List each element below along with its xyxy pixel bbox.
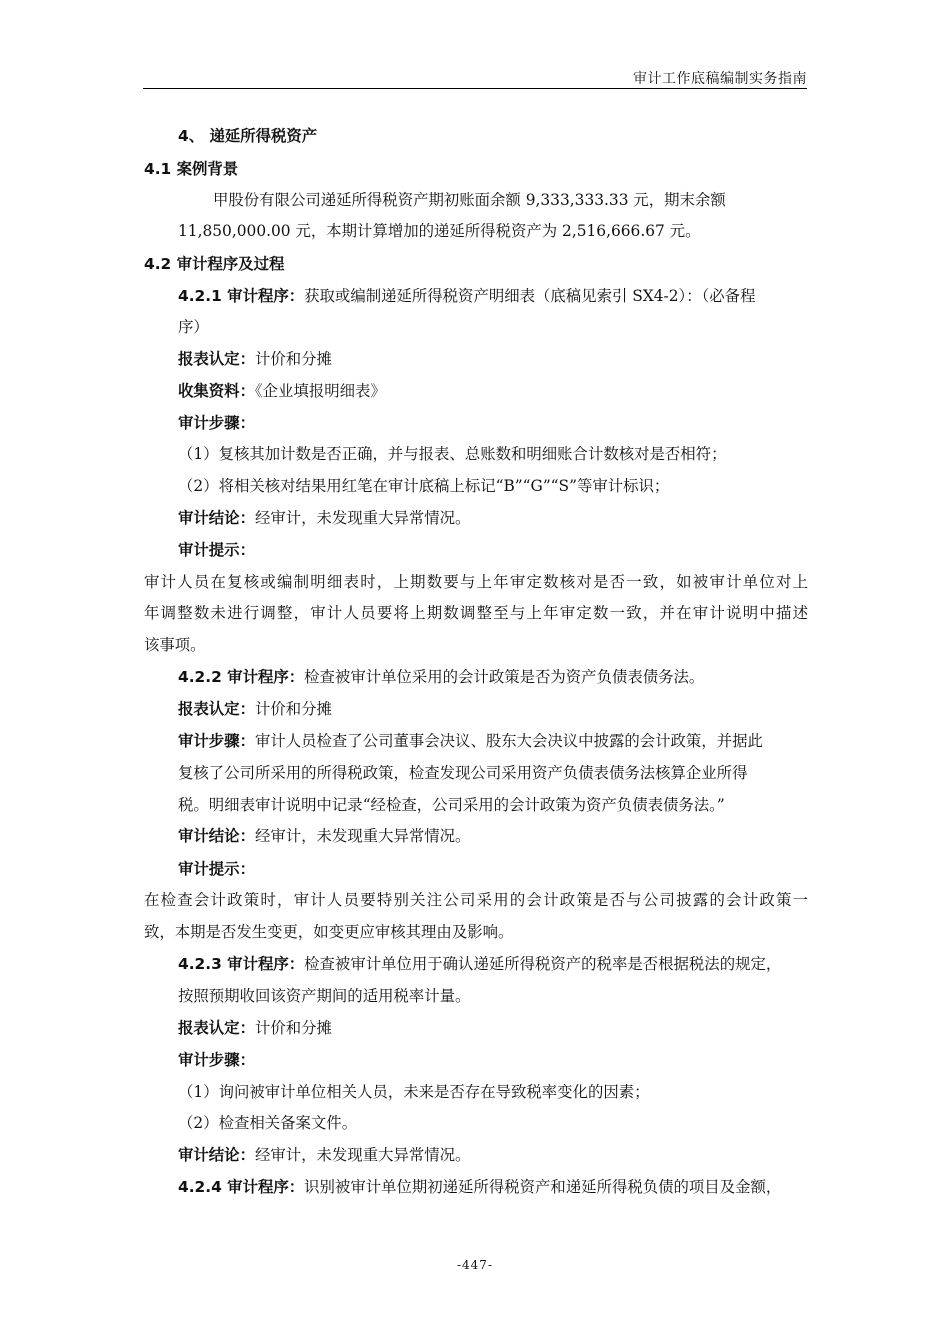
conclusion-4-2-3 [178, 1145, 470, 1165]
assertion-label: 报表认定： [178, 350, 255, 368]
background-line-2: 11,850,000.00 元，本期计算增加的递延所得税资产为 2,516,666.67 元。 [178, 222, 701, 240]
procedure-4-2-3 [178, 954, 781, 974]
procedure-text: 检查被审计单位用于确认递延所得税资产的税率是否根据税法的规定， [304, 955, 782, 973]
step-2-4-2-1: （2）将相关核对结果用红笔在审计底稿上标记“B”“G”“S”等审计标识； [178, 477, 670, 495]
tip-label-4-2-2: 审计提示： [178, 860, 255, 878]
steps-4-2-2-line-1 [178, 731, 763, 751]
steps-text: 审计人员检查了公司董事会决议、股东大会决议中披露的会计政策，并据此 [254, 732, 763, 750]
tip-4-2-2-line-1: 在检查会计政策时，审计人员要特别关注公司采用的会计政策是否与公司披露的会计政策一 [144, 891, 808, 909]
section-title: 4、 递延所得税资产 [178, 127, 318, 145]
tip-label-4-2-1: 审计提示： [178, 541, 255, 559]
assertion-text: 计价和分摊 [254, 1019, 332, 1037]
collected-text: 《企业填报明细表》 [254, 382, 386, 400]
procedure-text: 获取或编制递延所得税资产明细表（底稿见索引 SX4-2）：（必备程 [304, 287, 756, 305]
header-rule [143, 88, 807, 89]
conclusion-4-2-2 [178, 826, 470, 846]
steps-label: 审计步骤： [178, 732, 255, 750]
procedure-label: 4.2.3 审计程序： [178, 955, 305, 973]
procedure-4-2-1-cont: 序） [178, 318, 209, 336]
assertion-4-2-2 [178, 699, 332, 719]
collected-label: 收集资料： [178, 382, 255, 400]
procedure-4-2-2 [178, 667, 704, 687]
heading-4-1: 4.1 案例背景 [144, 160, 239, 178]
conclusion-text: 经审计，未发现重大异常情况。 [254, 1146, 471, 1164]
step-1-4-2-1: （1）复核其加计数是否正确，并与报表、总账数和明细账合计数核对是否相符； [178, 445, 727, 463]
procedure-text: 检查被审计单位采用的会计政策是否为资产负债表债务法。 [304, 668, 705, 686]
conclusion-4-2-1 [178, 508, 470, 528]
tip-4-2-1-line-3: 该事项。 [144, 636, 206, 654]
assertion-text: 计价和分摊 [254, 350, 332, 368]
procedure-label: 4.2.2 审计程序： [178, 668, 305, 686]
procedure-label: 4.2.1 审计程序： [178, 287, 305, 305]
assertion-label: 报表认定： [178, 700, 255, 718]
assertion-4-2-1 [178, 349, 332, 369]
conclusion-label: 审计结论： [178, 1146, 255, 1164]
steps-label-4-2-3: 审计步骤： [178, 1051, 255, 1069]
assertion-text: 计价和分摊 [254, 700, 332, 718]
tip-4-2-1-line-1: 审计人员在复核或编制明细表时，上期数要与上年审定数核对是否一致，如被审计单位对上 [144, 573, 808, 591]
page-number: -447- [456, 1258, 493, 1272]
collected-materials [178, 381, 386, 401]
procedure-4-2-4 [178, 1177, 781, 1197]
procedure-text: 识别被审计单位期初递延所得税资产和递延所得税负债的项目及金额， [304, 1178, 782, 1196]
steps-4-2-2-line-2: 复核了公司所采用的所得税政策，检查发现公司采用资产负债表债务法核算企业所得 [178, 764, 748, 782]
assertion-label: 报表认定： [178, 1019, 255, 1037]
assertion-4-2-3 [178, 1018, 332, 1038]
procedure-label: 4.2.4 审计程序： [178, 1178, 305, 1196]
tip-4-2-1-line-2: 年调整数未进行调整，审计人员要将上期数调整至与上年审定数一致，并在审计说明中描述 [144, 604, 808, 622]
procedure-4-2-1 [178, 286, 755, 306]
step-2-4-2-3: （2）检查相关备案文件。 [178, 1114, 358, 1132]
steps-label-4-2-1: 审计步骤： [178, 414, 255, 432]
steps-4-2-2-line-3: 税。明细表审计说明中记录“经检查，公司采用的会计政策为资产负债表债务法。” [178, 796, 725, 814]
heading-4-2: 4.2 审计程序及过程 [144, 255, 285, 273]
conclusion-label: 审计结论： [178, 827, 255, 845]
tip-4-2-2-line-2: 致，本期是否发生变更，如变更应审核其理由及影响。 [144, 923, 514, 941]
conclusion-label: 审计结论： [178, 509, 255, 527]
conclusion-text: 经审计，未发现重大异常情况。 [254, 827, 471, 845]
running-header: 审计工作底稿编制实务指南 [633, 71, 807, 87]
conclusion-text: 经审计，未发现重大异常情况。 [254, 509, 471, 527]
procedure-4-2-3-cont: 按照预期收回该资产期间的适用税率计量。 [178, 987, 471, 1005]
step-1-4-2-3: （1）询问被审计单位相关人员，未来是否存在导致税率变化的因素； [178, 1083, 650, 1101]
background-line-1: 甲股份有限公司递延所得税资产期初账面余额 9,333,333.33 元，期末余额 [213, 191, 726, 209]
